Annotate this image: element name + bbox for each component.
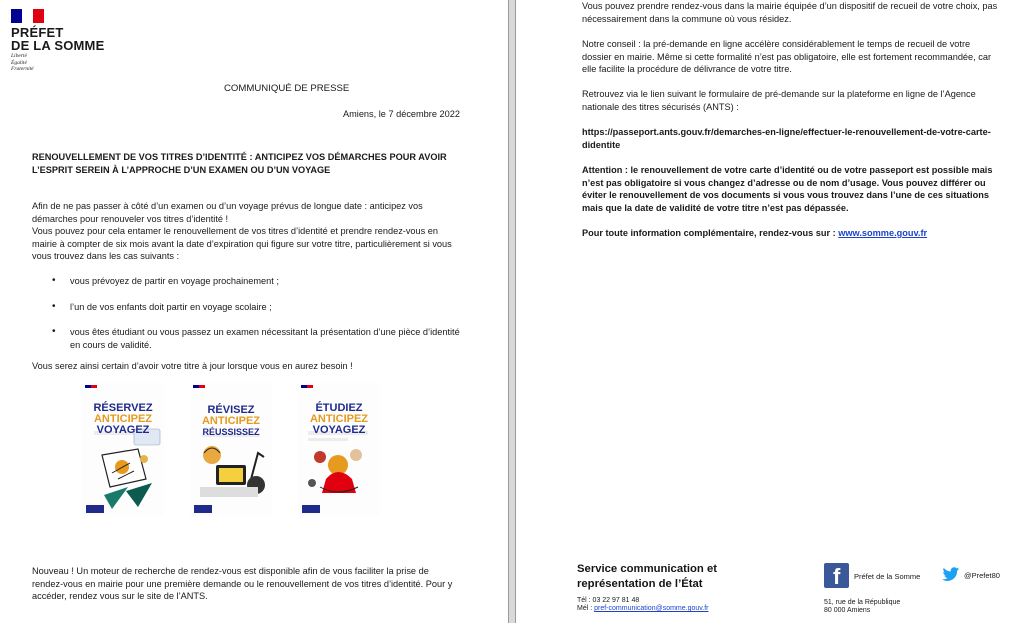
twitter-icon[interactable] — [942, 567, 960, 582]
poster-line-1: ÉTUDIEZ — [315, 402, 363, 414]
footer-address-line-2: 80 000 Amiens — [824, 607, 871, 614]
cases-list — [32, 275, 460, 364]
document-page-1 — [0, 0, 509, 623]
poster-line-2: ANTICIPEZ — [93, 413, 153, 425]
page-gap — [508, 0, 515, 623]
document-kind: COMMUNIQUÉ DE PRESSE — [224, 83, 350, 94]
footer-address-line-1: 51, rue de la République — [824, 599, 901, 606]
facebook-handle[interactable]: Préfet de la Somme — [854, 572, 921, 581]
intro-paragraph: Afin de ne pas passer à côté d’un examen ou d’un voyage prévus de longue date : anticipez vos démarches pour renouveler vos titres d’identité ! — [32, 201, 423, 224]
somme-website-link[interactable]: www.somme.gouv.fr — [838, 228, 928, 238]
facebook-icon[interactable]: f — [824, 563, 849, 588]
prefet-logo-text: PRÉFET DE LA SOMME — [11, 25, 105, 53]
marianne-flag-icon — [11, 9, 44, 23]
nouveau-paragraph: Nouveau ! Un moteur de recherche de rendez-vous est disponible afin de vous faciliter la prise de rendez-vous en mairie pour une première demande ou le renouvellement de vos titres d’identité. Pour y accéder, rendez vous sur le site de l’ANTS. — [32, 566, 453, 602]
twitter-handle[interactable]: @Prefet80 — [964, 571, 1000, 580]
poster-line-1: RÉSERVEZ — [93, 402, 153, 414]
republic-motto: Liberté Égalité Fraternité — [11, 53, 34, 72]
list-item: • l’un de vos enfants doit partir en voyage scolaire ; — [32, 301, 460, 314]
poster-line-3: VOYAGEZ — [312, 424, 366, 436]
footer-phone: Tél : 03 22 97 81 48 — [577, 597, 640, 604]
poster-line-2: ANTICIPEZ — [201, 415, 261, 427]
campaign-poster-2 — [190, 383, 272, 516]
attention-paragraph: Attention : le renouvellement de votre carte d’identité ou de votre passeport est possible mais n’est pas obligatoire si vous changez d’adresse ou de nom d’usage. Vous pouvez différer ou éviter le renouvellement de vos documents si vous vous trouvez dans l’une de ces situations mais que la date de validité de votre titre n’est pas dépassée. — [582, 165, 993, 213]
place-date: Amiens, le 7 décembre 2022 — [343, 109, 460, 119]
poster-line-3: RÉUSSISSEZ — [202, 427, 260, 437]
poster-illustration-exam — [190, 383, 272, 516]
ants-paragraph: Retrouvez via le lien suivant le formulaire de pré-demande sur la plateforme en ligne de l’Agence nationale des titres sécurisés (ANTS) : — [582, 89, 976, 112]
press-headline: RENOUVELLEMENT DE VOS TITRES D’IDENTITÉ : ANTICIPEZ VOS DÉMARCHES POUR AVOIR L’ESPRIT SEREIN À L’APPROCHE D’UN EXAMEN OU D’UN VOYAGE — [32, 152, 447, 175]
closing-sentence: Vous serez ainsi certain d’avoir votre titre à jour lorsque vous en aurez besoin ! — [32, 361, 353, 371]
footer-email-link[interactable]: pref-communication@somme.gouv.fr — [594, 605, 709, 612]
list-item: • vous êtes étudiant ou vous passez un examen nécessitant la présentation d’une pièce d’identité en cours de validité. — [32, 326, 460, 351]
campaign-poster-1 — [82, 383, 164, 516]
rdv-paragraph: Vous pouvez prendre rendez-vous dans la mairie équipée d’un dispositif de recueil de votre choix, pas nécessairement dans la commune où vous résidez. — [582, 1, 998, 24]
poster-line-3: VOYAGEZ — [96, 424, 150, 436]
advice-paragraph: Notre conseil : la pré-demande en ligne accélère considérablement le temps de recueil de votre dossier en mairie. Même si cette formalité n’est pas obligatoire, elle est fortement recommandée, car elle facilite la procédure de délivrance de votre titre. — [582, 39, 992, 75]
poster-line-2: ANTICIPEZ — [309, 413, 369, 425]
info-paragraph: Pour toute information complémentaire, rendez-vous sur : www.somme.gouv.fr — [582, 228, 928, 238]
ants-url[interactable]: https://passeport.ants.gouv.fr/demarches-en-ligne/effectuer-le-renouvellement-de-votre-carte-didentite — [582, 127, 991, 150]
document-page-2 — [515, 0, 1024, 623]
footer-email: Mél : pref-communication@somme.gouv.fr — [577, 605, 709, 612]
list-item: • vous prévoyez de partir en voyage prochainement ; — [32, 275, 460, 288]
campaign-poster-3 — [298, 383, 380, 516]
poster-line-1: RÉVISEZ — [207, 404, 255, 416]
cases-paragraph: Vous pouvez pour cela entamer le renouvellement de vos titres d’identité et prendre rendez-vous en mairie à compter de six mois avant la date d’expiration qui figure sur votre titre, particulièrement si vous vous trouvez dans les cas suivants : — [32, 226, 452, 262]
footer-service-name: Service communication et représentation de l’État — [577, 563, 718, 590]
